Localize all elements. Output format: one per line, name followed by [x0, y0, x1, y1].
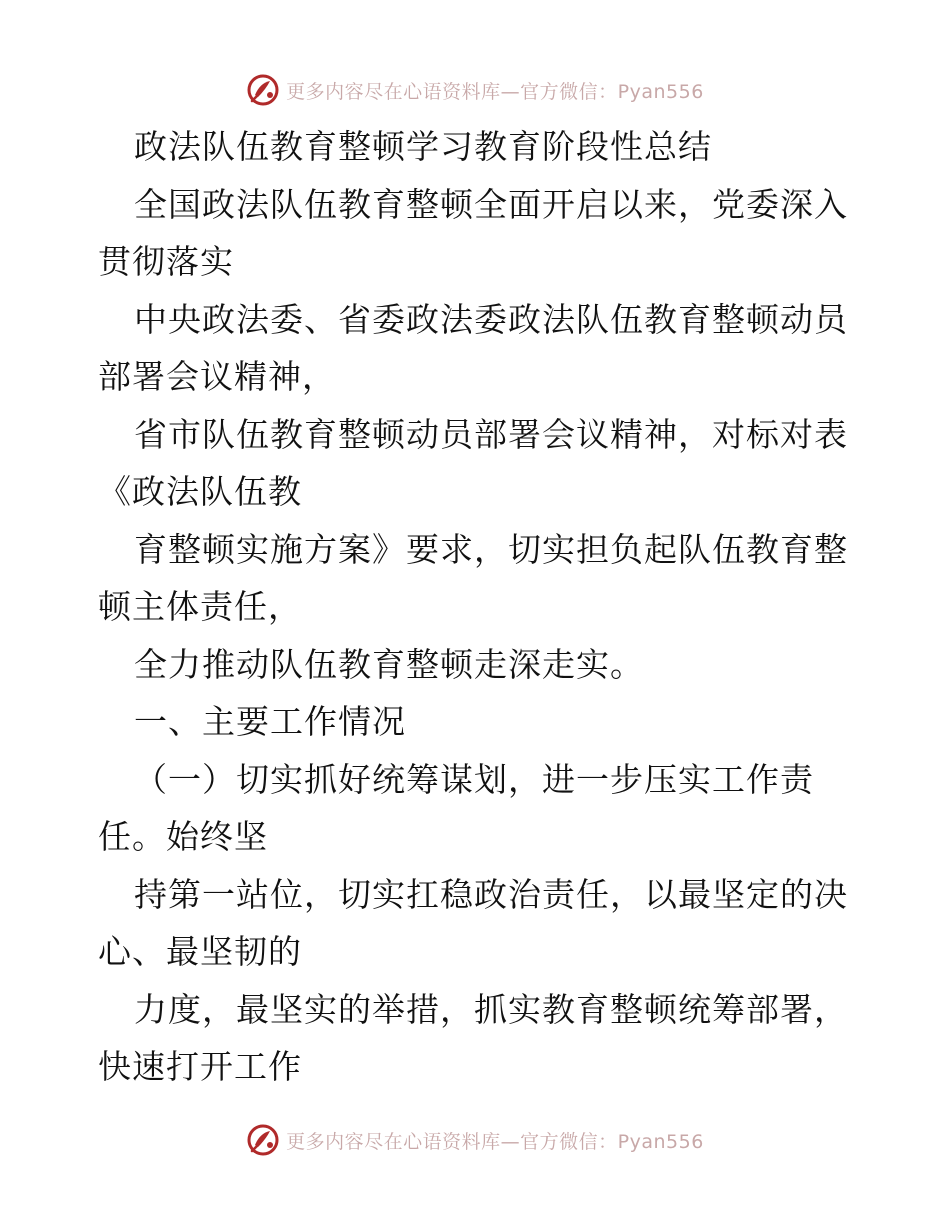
paragraph-line: 中央政法委、省委政法委政法队伍教育整顿动员	[134, 299, 848, 339]
header-banner	[0, 70, 950, 110]
footer-banner	[0, 1120, 950, 1160]
paragraph-line: 《政法队伍教	[98, 472, 302, 511]
paragraph-line: 全力推动队伍教育整顿走深走实。	[134, 644, 644, 684]
subsection-heading: （一）切实抓好统筹谋划，进一步压实工作责	[134, 759, 814, 799]
library-logo-icon	[246, 73, 280, 107]
section-heading: 一、主要工作情况	[134, 702, 406, 741]
footer-banner-inner	[246, 1123, 704, 1157]
paragraph-line: 快速打开工作	[98, 1047, 302, 1086]
header-banner-text: 更多内容尽在心语资料库—官方微信：Pyan556	[286, 80, 704, 103]
paragraph-line: 全国政法队伍教育整顿全面开启以来，党委深入	[134, 184, 848, 224]
paragraph-line: 力度，最坚实的举措，抓实教育整顿统筹部署，	[134, 989, 848, 1029]
paragraph-line: 贯彻落实	[98, 242, 234, 281]
library-logo-icon	[246, 1123, 280, 1157]
document-title: 政法队伍教育整顿学习教育阶段性总结	[134, 127, 712, 166]
footer-banner-text: 更多内容尽在心语资料库—官方微信：Pyan556	[286, 1130, 704, 1153]
paragraph-line: 育整顿实施方案》要求，切实担负起队伍教育整	[134, 529, 848, 569]
paragraph-line: 任。始终坚	[98, 817, 268, 856]
paragraph-line: 心、最坚韧的	[98, 932, 302, 971]
document-body	[98, 118, 858, 1096]
paragraph-line: 部署会议精神，	[98, 357, 336, 396]
paragraph-line: 省市队伍教育整顿动员部署会议精神，对标对表	[134, 414, 848, 454]
paragraph-line: 顿主体责任，	[98, 587, 302, 626]
paragraph-line: 持第一站位，切实扛稳政治责任，以最坚定的决	[134, 874, 848, 914]
header-banner-inner	[246, 73, 704, 107]
